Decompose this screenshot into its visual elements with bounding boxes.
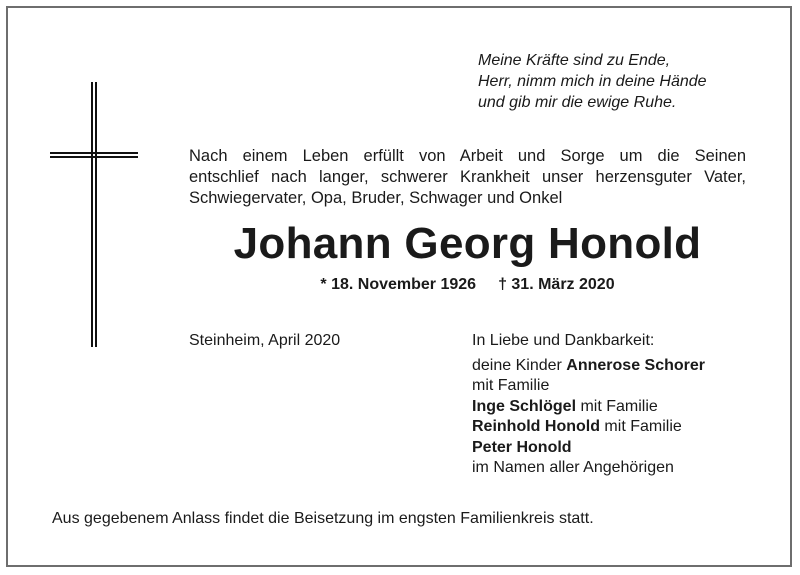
intro-line: entschlief nach langer, schwerer Krankheit unser herzensguter Vater, [189,168,746,186]
mourner-line: Reinhold Honold mit Familie [472,418,682,436]
place-date: Steinheim, April 2020 [189,332,341,349]
life-dates [189,274,746,296]
mourner-line: mit Familie [472,377,550,395]
mourner-name: Reinhold Honold [472,418,600,436]
thanks-heading: In Liebe und Dankbarkeit: [472,332,655,349]
intro-text [189,146,746,209]
cross-icon [50,82,138,347]
mourner-name: Peter Honold [472,438,572,456]
deceased-name: Johann Georg Honold [233,219,702,268]
verse-line: Meine Kräfte sind zu Ende, [478,52,671,69]
mourner-name: Inge Schlögel [472,397,577,415]
mourners-list [472,356,705,478]
mourner-name: Annerose Schorer [566,357,706,374]
mourner-line: im Namen aller Angehörigen [472,459,674,477]
verse-line: Herr, nimm mich in deine Hände [478,73,707,90]
mourner-line: deine Kinder Annerose Schorer [472,357,706,374]
bible-verse [478,50,707,113]
mourner-line: Inge Schlögel mit Familie [472,397,658,415]
mourner-line [472,438,705,458]
death-date: † 31. März 2020 [498,276,615,293]
verse-line: und gib mir die ewige Ruhe. [478,94,677,111]
intro-line: Nach einem Leben erfüllt von Arbeit und Sorge um die Seinen [189,147,746,165]
intro-line: Schwiegervater, Opa, Bruder, Schwager und Onkel [189,189,563,207]
birth-date: * 18. November 1926 [320,276,477,293]
funeral-note: Aus gegebenem Anlass findet die Beisetzung im engsten Familienkreis statt. [52,510,594,527]
